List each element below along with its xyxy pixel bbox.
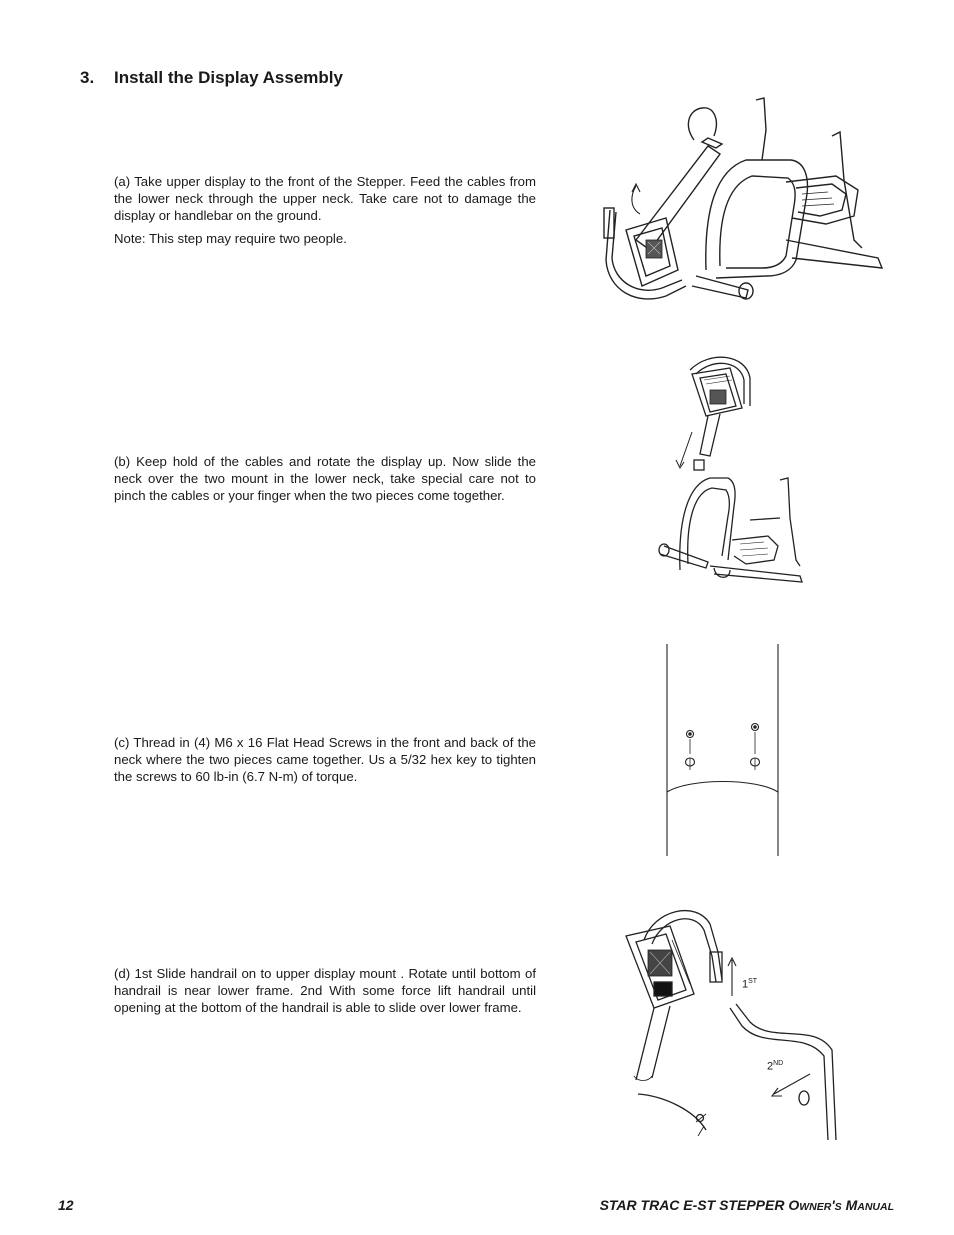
figure-d-handrail [614, 900, 844, 1140]
section-number: 3. [80, 68, 95, 87]
label-first: 1ST [742, 978, 758, 991]
section-title: Install the Display Assembly [114, 68, 343, 87]
step-a-note: Note: This step may require two people. [114, 231, 347, 246]
step-c-text: (c) Thread in (4) M6 x 16 Flat Head Screws in the front and back of the neck where the two pieces came together. Us a 5/32 hex key to tighten the screws to 60 lb-in (6.7 N-m) of torque. [114, 735, 536, 784]
step-b-text: (b) Keep hold of the cables and rotate the display up. Now slide the neck over the two mount in the lower neck, take special care not to pinch the cables or your finger when the two pieces come together. [114, 454, 536, 503]
figure-c-neck-screws [660, 642, 786, 858]
section-heading [80, 68, 343, 88]
page-number: 12 [58, 1197, 74, 1213]
manual-title: STAR TRAC E-ST STEPPER OWNER'S MANUAL [599, 1197, 894, 1213]
figure-a-stepper-display-feed [596, 90, 886, 310]
step-d-text: (d) 1st Slide handrail on to upper display mount . Rotate until bottom of handrail is near lower frame. 2nd With some force lift handrail until opening at the bottom of the handrail is able to slide over lower frame. [114, 966, 536, 1015]
figure-b-rotate-display [650, 350, 810, 590]
step-a-text: (a) Take upper display to the front of the Stepper. Feed the cables from the lower neck through the upper neck. Take care not to damage the display or handlebar on the ground. [114, 174, 536, 223]
label-second: 2ND [767, 1060, 784, 1073]
